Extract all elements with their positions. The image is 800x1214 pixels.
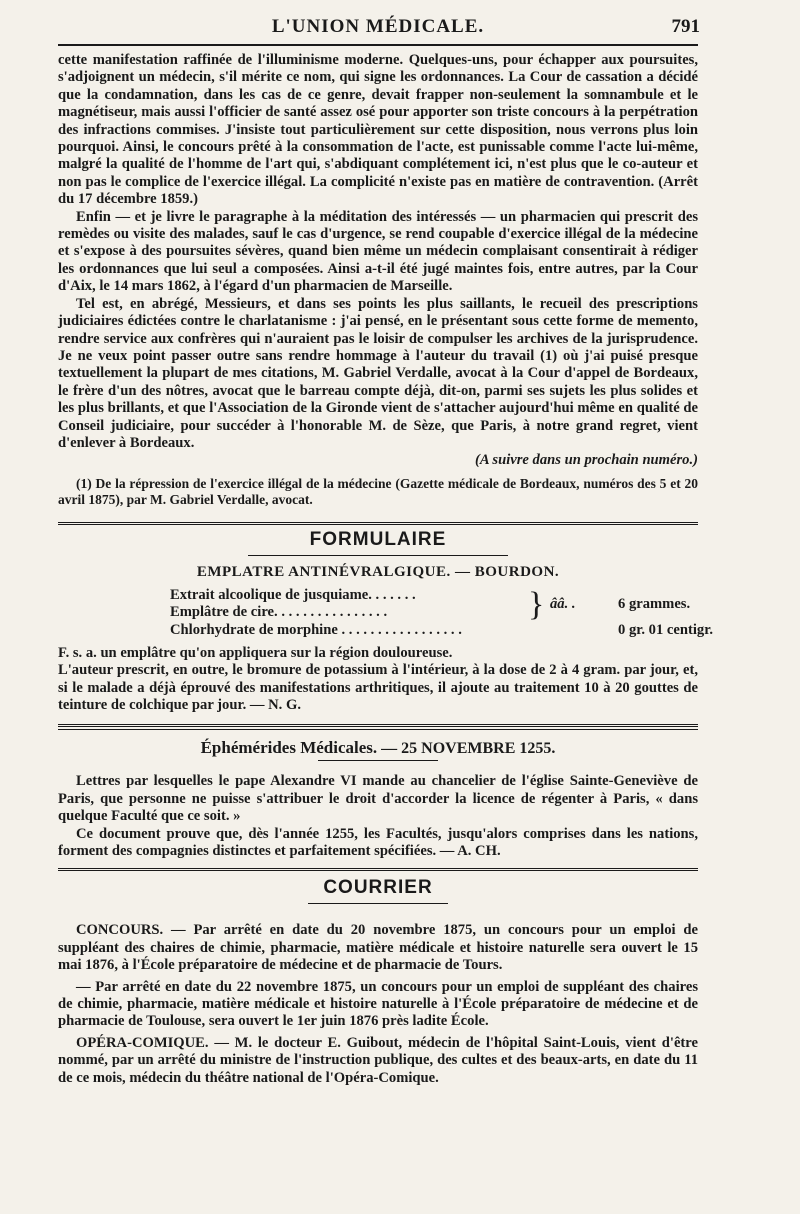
recipe-brace: } xyxy=(528,585,545,623)
body-paragraph-2: Enfin — et je livre le paragraphe à la méditation des intéressés — un pharmacien qui prescrit des remèdes ou visite des malades, sauf le cas d'urgence, se rend coupable d'exercice illégal de la médecine et s'expose à des poursuites sévères, quand bien même un médecin complaisant consentirait à rédiger les ordonnances que lui seul a composées. Ainsi a-t-il été jugé maintes fois, entre autres, par la Cour d'Aix, le 14 mars 1862, à l'égard d'un pharmacien de Marseille. xyxy=(58,208,698,295)
formulaire-paragraph-2: L'auteur prescrit, en outre, le bromure de potassium à l'intérieur, à la dose de 2 à 4 gram. par jour, et, si le malade a déjà éprouvé des manifestations arthritiques, il ajoute au traitement 10 à 20 gouttes de teinture de colchique par jour. — N. G. xyxy=(58,662,698,713)
courrier-text-1: — Par arrêté en date du 20 novembre 1875, un concours pour un emploi de suppléant des chaires de chimie, pharmacie, matière médicale et histoire naturelle sera ouvert le 15 mai 1876, à l'École préparatoire de médecine et de pharmacie de Tours. xyxy=(58,922,699,974)
recipe-dose-morphine: 0 gr. 01 centigr. xyxy=(618,621,713,638)
courrier-paragraph-1 xyxy=(58,922,698,974)
courrier-title: COURRIER xyxy=(323,877,433,899)
body-paragraph-3: Tel est, en abrégé, Messieurs, et dans ses points les plus saillants, le recueil des prescriptions judiciaires édictées contre le charlatanisme : j'ai pensé, en le présentant sous cette forme de memento, rendre service aux confrères qui n'auraient pas le loisir de compulser les archives de la jurisprudence. Je ne veux point passer outre sans rendre hommage à l'auteur du travail (1) où j'ai puisé presque textuellement la plupart de mes citations, M. Gabriel Verdalle, avocat à la Cour d'appel de Bordeaux, le frère d'un des nôtres, avocat que le barreau compte déjà, dit-on, parmi ses sujets les plus solides et les plus brillants, et que l'Association de la Gironde vient de s'attacher aujourd'hui même en qualité de Conseil judiciaire, pour succéder à l'honorable M. de Sèze, que Paris, à notre grand regret, vient d'enlever à Bordeaux. xyxy=(58,295,698,451)
concours-label: CONCOURS. xyxy=(76,922,164,939)
recipe-block xyxy=(58,585,713,641)
recipe-line-3: Chlorhydrate de morphine . . . . . . . . . . . . . . . . . xyxy=(170,621,462,638)
courrier-text-3: — M. le docteur E. Guibout, médecin de l'hôpital Saint-Louis, vient d'être nommé, par un arrêté du ministre de l'instruction publique, des cultes et des beaux-arts, en date du 11 de ce mois, médecin du théâtre national de l'Opéra-Comique. xyxy=(58,1034,698,1086)
body-paragraph-1: cette manifestation raffinée de l'illuminisme moderne. Quelques-uns, pour échapper aux poursuites, s'adjoignent un médecin, s'il mérite ce nom, qui signe les ordonnances. La Cour de cassation a décidé que la condamnation, dans les cas de ce genre, devait frapper non-seulement la somnambule et le magnétiseur, mais aussi l'officier de santé assez osé pour apporter son triste concours à la perpétration des infractions commises. J'insiste tout particulièrement sur cette disposition, nous verrons plus loin pourquoi. Ainsi, le concours prêté à la consommation de l'acte, est punissable comme l'acte lui-même, malgré la qualité de l'homme de l'art qui, s'abdiquant complétement ici, n'est plus que le co-auteur et non pas le complice de l'exercice illégal. La complicité n'existe pas en matière de contravention. (Arrêt du 17 décembre 1859.) xyxy=(58,52,698,208)
ephemerides-heading xyxy=(58,738,698,758)
ephemerides-title: Éphémérides Médicales. xyxy=(200,738,378,758)
recipe-dose-aa: ââ. . xyxy=(550,595,576,612)
running-header xyxy=(58,10,698,44)
ephemerides-date: — 25 NOVEMBRE 1255. xyxy=(381,740,556,758)
continuation-note: (A suivre dans un prochain numéro.) xyxy=(474,452,698,469)
recipe-line-2: Emplâtre de cire. . . . . . . . . . . . . . . . xyxy=(170,603,388,620)
journal-page xyxy=(58,10,713,1087)
courrier-paragraph-2: — Par arrêté en date du 22 novembre 1875, un concours pour un emploi de suppléant des chaires de chimie, pharmacie, matière médicale et histoire naturelle à l'École préparatoire de médecine et de pharmacie de Toulouse, sera ouvert le 1er juin 1876 près ladite École. xyxy=(58,978,698,1030)
ephemerides-paragraph-2: Ce document prouve que, dès l'année 1255, les Facultés, jusqu'alors comprises dans les nations, forment des compagnies distinctes et parfaitement spécifiées. — A. CH. xyxy=(58,825,698,859)
recipe-line-1: Extrait alcoolique de jusquiame. . . . . . . xyxy=(170,586,416,603)
courrier-paragraph-3 xyxy=(58,1035,698,1087)
page-number: 791 xyxy=(671,16,700,37)
formulaire-title: FORMULAIRE xyxy=(309,528,447,550)
formulaire-paragraph-1: F. s. a. un emplâtre qu'on appliquera sur la région douloureuse. xyxy=(58,644,453,661)
journal-title: L'UNION MÉDICALE. xyxy=(271,16,485,37)
ephemerides-paragraph-1: Lettres par lesquelles le pape Alexandre VI mande au chancelier de l'église Sainte-Geneviève de Paris, que personne ne puisse s'attribuer le droit d'accorder la licence de régenter à Paris, « dans quelque Faculté que ce soit. » xyxy=(58,773,698,825)
footnote: (1) De la répression de l'exercice illégal de la médecine (Gazette médicale de Bordeaux, numéros des 5 et 20 avril 1875), par M. Gabriel Verdalle, avocat. xyxy=(58,475,698,507)
opera-label: OPÉRA-COMIQUE. xyxy=(76,1034,209,1051)
recipe-title: EMPLATRE ANTINÉVRALGIQUE. — BOURDON. xyxy=(196,563,560,580)
recipe-dose-grams: 6 grammes. xyxy=(618,595,691,612)
